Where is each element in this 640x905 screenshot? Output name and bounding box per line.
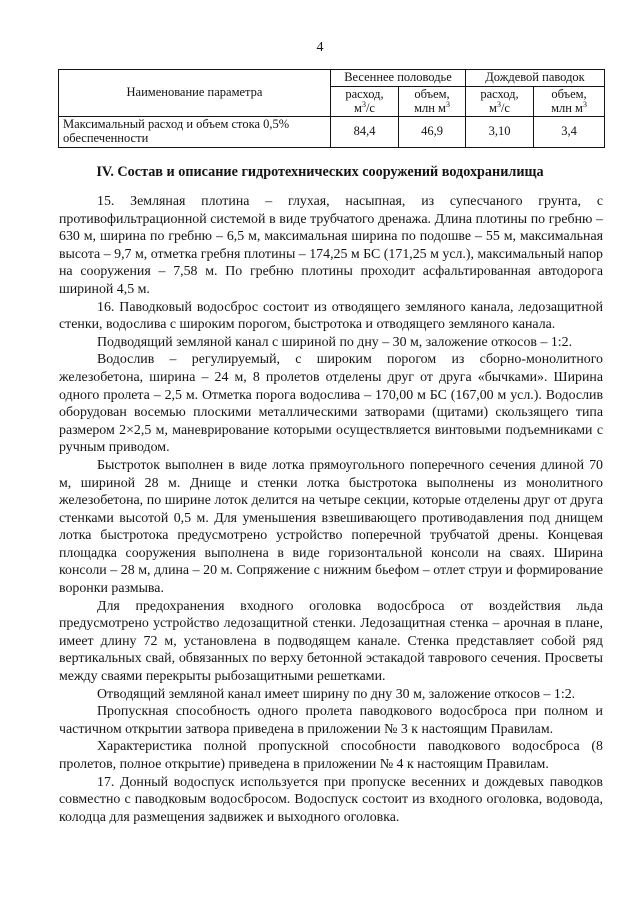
paragraph: Отводящий земляной канал имеет ширину по дну 30 м, заложение откосов – 1:2. [97, 686, 576, 702]
parameter-name-header: Наименование параметра [59, 70, 331, 117]
table-header-row [59, 70, 605, 87]
paragraph: Подводящий земляной канал с шириной по дну – 30 м, заложение откосов – 1:2. [97, 334, 573, 350]
paragraph: Характеристика полной пропускной способности паводкового водосброса (8 пролетов, полное открытие) приведена в приложении № 4 к настоящим Правилам. [59, 739, 603, 772]
paragraph: 17. Донный водоспуск используется при пропуске весенних и дождевых паводков совместно с паводковым водосбросом. Водоспуск состоит из входного оголовка, водовода, колодца для размещения задвижек и выходного оголовка. [59, 774, 603, 825]
body-text [59, 193, 603, 826]
parameters-table [58, 69, 605, 148]
unit-header: расход, $м^3/с$ [466, 86, 534, 117]
paragraph: Быстроток выполнен в виде лотка прямоугольного поперечного сечения длиной 70 м, шириной 28 м. Днище и стенки лотка быстротока выполнены из монолитного железобетона, по ширине лоток делится на четыре секции, которые отделены друг от друга стенками высотой 0,5 м. Для уменьшения взвешивающего противодавления под днищем лотка быстротока предусмотрено устройство поперечной трубчатой дрены. Концевая площадка сооружения выполнена в виде горизонтальной консоли на сваях. Ширина консоли – 28 м, длина – 20 м. Сопряжение с нижним бьефом – отлет струи и формирование воронки размыва. [59, 457, 603, 597]
unit-header: объем, млн $м^3$ [399, 86, 466, 117]
group-header-spring-flood: Весеннее половодье [331, 70, 466, 87]
page-number: 4 [316, 40, 324, 55]
paragraph: Водослив – регулируемый, с широким порогом из сборно-монолитного железобетона, ширина – 24 м, 8 пролетов отделены друг от друга «бычками». Ширина одного пролета – 2,5 м. Отметка порога водослива – 170,00 м БС (167,00 м усл.). Водослив оборудован восемью плоскими металлическими затворами (щитами) скользящего типа размером 2×2,5 м, маневрирование которыми осуществляется винтовыми подъемниками с ручным приводом. [59, 352, 603, 456]
table-row [59, 117, 605, 148]
paragraph: Для предохранения входного оголовка водосброса от воздействия льда предусмотрено устройство ледозащитной стенки. Ледозащитная стенка – арочная в плане, имеет длину 72 м, установлена в подводящем канале. Стенка представляет собой ряд вертикальных свай, обвязанных по верху бетонной эстакадой таврового сечения. Просветы между сваями перекрыты рыбозащитными решетками. [59, 598, 603, 685]
group-header-rain-flood: Дождевой паводок [466, 70, 605, 87]
unit-header: объем, млн $м^3$ [534, 86, 605, 117]
paragraph: 16. Паводковый водосброс состоит из отводящего земляного канала, ледозащитной стенки, водослива с широким порогом, быстротока и отводящего земляного канала. [59, 299, 603, 333]
value-cell: 3,10 [466, 117, 534, 148]
value-cell: 46,9 [399, 117, 466, 148]
value-cell: 3,4 [534, 117, 605, 148]
paragraph: Пропускная способность одного пролета паводкового водосброса при полном и частичном открытии затвора приведена в приложении № 3 к настоящим Правилам. [59, 704, 603, 737]
section-heading: IV. Состав и описание гидротехнических сооружений водохранилища [96, 164, 544, 180]
parameter-name-cell: Максимальный расход и объем стока 0,5% обеспеченности [59, 117, 331, 148]
unit-header: расход, $м^3/с$ [331, 86, 399, 117]
paragraph: 15. Земляная плотина – глухая, насыпная, из супесчаного грунта, с противофильтрационной системой в виде трубчатого дренажа. Длина плотины по гребню – 630 м, ширина по гребню – 6,5 м, максимальная ширина по подошве – 55 м, максимальная высота – 9,7 м, отметка гребня плотины – 174,25 м БС (171,25 м усл.), максимальный напор на сооружения – 7,58 м. По гребню плотины проходит асфальтированная автодорога шириной 4,5 м. [59, 194, 603, 297]
value-cell: 84,4 [331, 117, 399, 148]
